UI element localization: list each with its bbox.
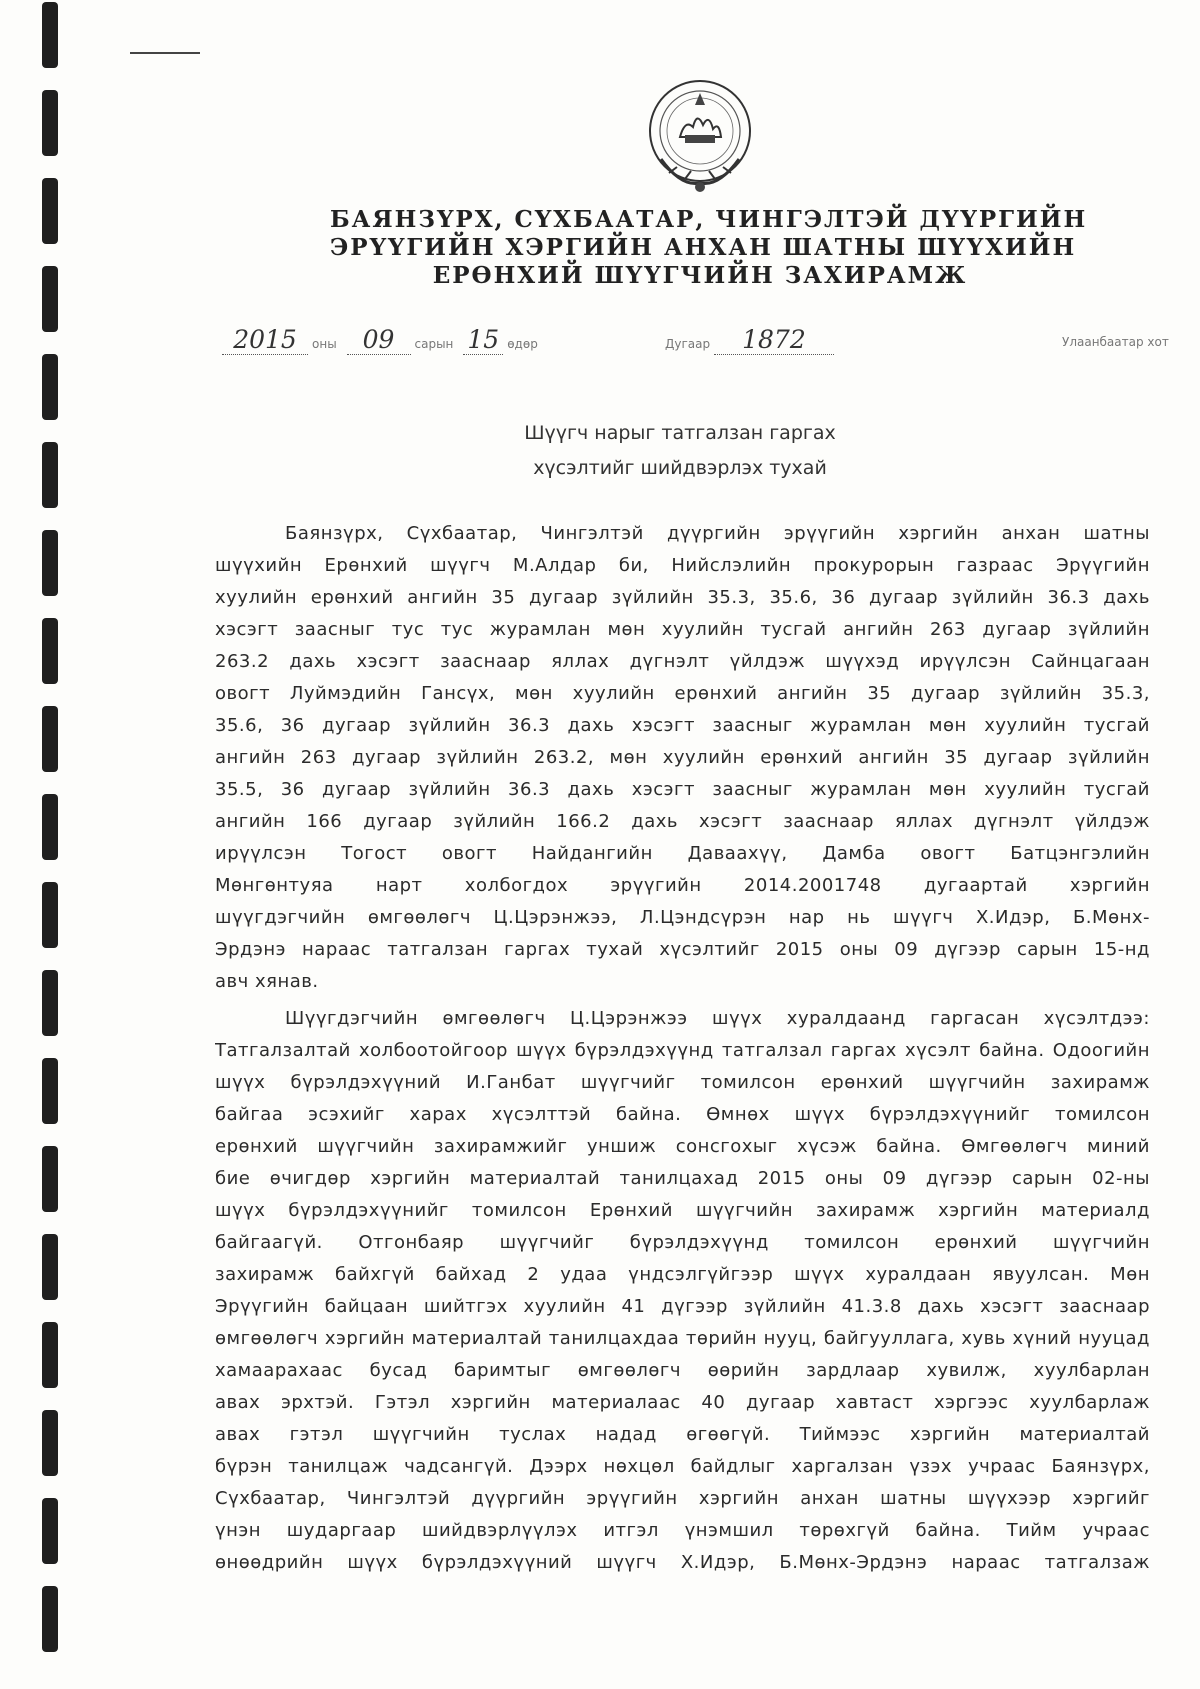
binder-hole (42, 1058, 58, 1124)
binder-hole (42, 354, 58, 420)
binder-hole (42, 90, 58, 156)
body-line: захирамж байхгүй байхад 2 удаа үндсэлгүйгээр шүүх хуралдаан явуулсан. Мөн (215, 1264, 1150, 1285)
binder-hole (42, 618, 58, 684)
binder-hole (42, 266, 58, 332)
binder-hole (42, 882, 58, 948)
body-line: ангийн 263 дугаар зүйлийн 263.2, мөн хуулийн ерөнхий ангийн 35 дугаар зүйлийн (215, 747, 1150, 768)
body-line: авах эрхтэй. Гэтэл хэргийн материалаас 40 дугаар хавтаст хэргээс хуулбарлаж (215, 1392, 1150, 1413)
body-line: Мөнгөнтуяа нарт холбогдох эрүүгийн 2014.2001748 дугаартай хэргийн (215, 875, 1150, 896)
binder-holes (0, 0, 80, 1689)
body-line: 35.6, 36 дугаар зүйлийн 36.3 дахь хэсэгт заасныг журамлан мөн хуулийн тусгай (215, 715, 1150, 736)
corner-mark (130, 52, 200, 54)
document-place: Улаанбаатар хот (1062, 335, 1169, 349)
body-line: хэсэгт заасныг тус тус журамлан мөн хуулийн тусгай ангийн 263 дугаар зүйлийн (215, 619, 1150, 640)
body-line: хамаарахаас бусад баримтыг өмгөөлөгч өөрийн зардлаар хувилж, хуулбарлан (215, 1360, 1150, 1381)
body-line: байгаа эсэхийг харах хүсэлттэй байна. Өмнөх шүүх бүрэлдэхүүнийг томилсон (215, 1104, 1150, 1125)
subject-line: Шүүгч нарыг татгалзан гаргах (524, 422, 836, 444)
binder-hole (42, 178, 58, 244)
body-line: бүрэн танилцаж чадсангүй. Дээрх нөхцөл байдлыг харгалзан үзэх учраас Баянзүрх, (215, 1456, 1150, 1477)
body-line: хуулийн ерөнхий ангийн 35 дугаар зүйлийн 35.3, 35.6, 36 дугаар зүйлийн 36.3 дахь (215, 587, 1150, 608)
body-line: шүүх бүрэлдэхүүнийг томилсон Ерөнхий шүүгчийн захирамж хэргийн материалд (215, 1200, 1150, 1221)
state-emblem-icon (641, 75, 759, 197)
subject-line: хүсэлтийг шийдвэрлэх тухай (533, 457, 827, 479)
body-line: шүүхийн Ерөнхий шүүгч М.Алдар би, Нийслэлийн прокурорын газраас Эрүүгийн (215, 555, 1150, 576)
body-line: шүүх бүрэлдэхүүний И.Ганбат шүүгчийг томилсон ерөнхий шүүгчийн захирамж (215, 1072, 1150, 1093)
body-line: ирүүлсэн Тогост овогт Найдангийн Даваахүү, Дамба овогт Батцэнгэлийн (215, 843, 1150, 864)
body-line: бие өчигдөр хэргийн материалтай танилцахад 2015 оны 09 дүгээр сарын 02-ны (215, 1168, 1150, 1189)
body-line: авч хянав. (215, 971, 319, 992)
date-day: 15 (463, 325, 503, 355)
body-line: Эрүүгийн байцаан шийтгэх хуулийн 41 дүгээр зүйлийн 41.3.8 дахь хэсэгт зааснаар (215, 1296, 1150, 1317)
document-subject (450, 416, 910, 486)
body-line: 35.5, 36 дугаар зүйлийн 36.3 дахь хэсэгт заасныг журамлан мөн хуулийн тусгай (215, 779, 1150, 800)
binder-hole (42, 706, 58, 772)
body-line: өмгөөлөгч хэргийн материалтай танилцахдаа төрийн нууц, байгууллага, хувь хүний нууцад (215, 1328, 1150, 1349)
body-line: Шүүгдэгчийн өмгөөлөгч Ц.Цэрэнжээ шүүх хуралдаанд гаргасан хүсэлтдээ: (285, 1008, 1150, 1029)
binder-hole (42, 1498, 58, 1564)
binder-hole (42, 442, 58, 508)
body-line: Татгалзалтай холбоотойгоор шүүх бүрэлдэхүүнд татгалзал гаргах хүсэлт байна. Одоогийн (215, 1040, 1150, 1061)
body-line: шүүгдэгчийн өмгөөлөгч Ц.Цэрэнжээ, Л.Цэндсүрэн нар нь шүүгч Х.Идэр, Б.Мөнх- (215, 907, 1150, 928)
title-line: ЭРҮҮГИЙН ХЭРГИЙН АНХАН ШАТНЫ ШҮҮХИЙН (330, 234, 1077, 261)
body-line: ангийн 166 дугаар зүйлийн 166.2 дахь хэсэгт зааснаар яллах дүгнэлт үйлдэж (215, 811, 1150, 832)
document-number (665, 325, 834, 359)
body-line: үнэн шударгаар шийдвэрлүүлэх итгэл үнэмшил төрөхгүй байна. Тийм учраас (215, 1520, 1150, 1541)
document-body (215, 518, 1150, 1579)
body-line: өнөөдрийн шүүх бүрэлдэхүүний шүүгч Х.Идэр, Б.Мөнх-Эрдэнэ нараас татгалзаж (215, 1552, 1150, 1573)
body-line: 263.2 дахь хэсэгт зааснаар яллах дүгнэлт үйлдэж шүүхэд ирүүлсэн Сайнцагаан (215, 651, 1150, 672)
month-label: сарын (414, 337, 454, 351)
binder-hole (42, 2, 58, 68)
body-line: Эрдэнэ нараас татгалзан гаргах тухай хүсэлтийг 2015 оны 09 дүгээр сарын 15-нд (215, 939, 1150, 960)
binder-hole (42, 1234, 58, 1300)
binder-hole (42, 1586, 58, 1652)
document-title (330, 206, 1088, 290)
body-line: Баянзүрх, Сүхбаатар, Чингэлтэй дүүргийн эрүүгийн хэргийн анхан шатны (285, 523, 1150, 544)
number-value: 1872 (714, 325, 834, 355)
year-label: оны (312, 337, 337, 351)
body-line: байгаагүй. Отгонбаяр шүүгчийг бүрэлдэхүүнд томилсон ерөнхий шүүгчийн (215, 1232, 1150, 1253)
title-line: БАЯНЗҮРХ, СҮХБААТАР, ЧИНГЭЛТЭЙ ДҮҮРГИЙН (330, 206, 1088, 233)
binder-hole (42, 794, 58, 860)
binder-hole (42, 1146, 58, 1212)
title-line: ЕРӨНХИЙ ШҮҮГЧИЙН ЗАХИРАМЖ (432, 262, 968, 289)
body-line: овогт Луймэдийн Гансүх, мөн хуулийн ерөнхий ангийн 35 дугаар зүйлийн 35.3, (215, 683, 1150, 704)
document-date (222, 325, 544, 359)
binder-hole (42, 530, 58, 596)
number-label: Дугаар (665, 337, 711, 351)
date-month: 09 (347, 325, 411, 355)
binder-hole (42, 970, 58, 1036)
binder-hole (42, 1410, 58, 1476)
body-line: авах гэтэл шүүгчийн туслах надад өгөөгүй. Тиймээс хэргийн материалтай (215, 1424, 1150, 1445)
body-line: Сүхбаатар, Чингэлтэй дүүргийн эрүүгийн хэргийн анхан шатны шүүхээр хэргийг (215, 1488, 1150, 1509)
day-label: өдөр (507, 337, 538, 351)
date-year: 2015 (222, 325, 308, 355)
body-line: ерөнхий шүүгчийн захирамжийг уншиж сонсгохыг хүсэж байна. Өмгөөлөгч миний (215, 1136, 1150, 1157)
binder-hole (42, 1322, 58, 1388)
